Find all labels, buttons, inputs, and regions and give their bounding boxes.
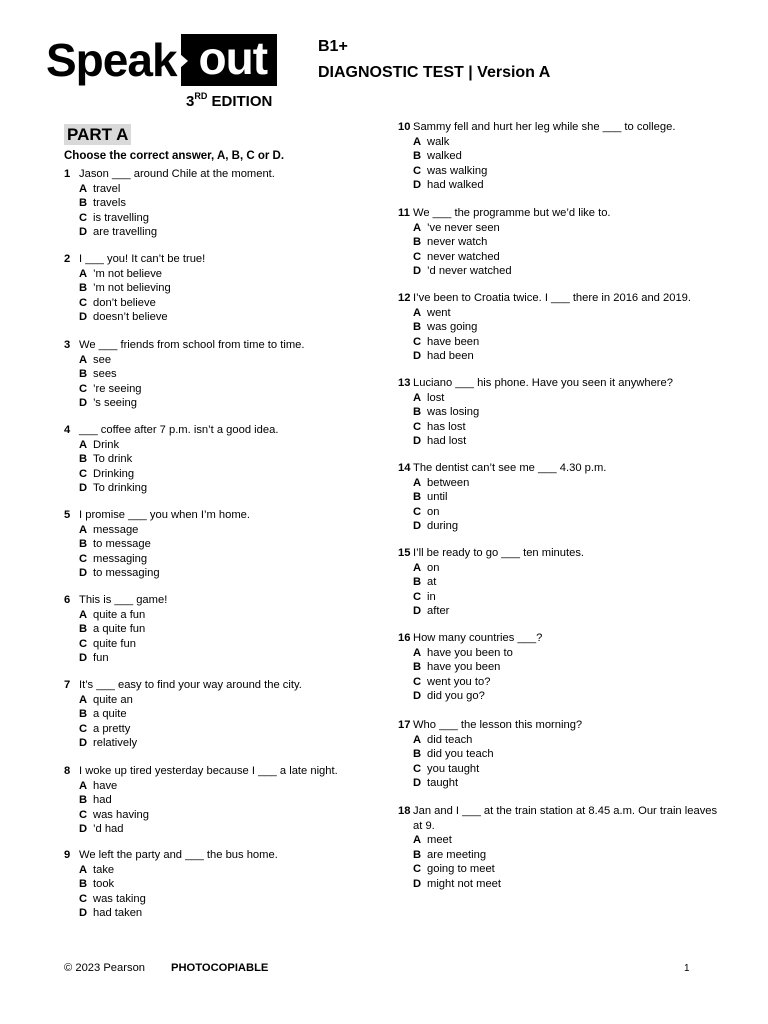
question-item: [64, 508, 364, 581]
option-text: is travelling: [93, 211, 149, 224]
option-letter: A: [413, 306, 422, 319]
option-text: messaging: [93, 552, 148, 565]
logo-speak-text: Speak: [46, 34, 177, 86]
option-letter: A: [413, 646, 422, 659]
option-letter: D: [79, 482, 88, 495]
answer-option: [79, 367, 364, 382]
option-letter: D: [79, 567, 88, 580]
option-letter: D: [79, 226, 88, 239]
answer-option: [79, 906, 364, 921]
option-letter: B: [413, 406, 422, 419]
answer-option: [79, 310, 364, 325]
option-text: had: [93, 794, 112, 807]
option-text: did teach: [427, 733, 473, 746]
option-text: quite fun: [93, 637, 136, 650]
question-number: 12: [398, 292, 411, 304]
part-title: PART A: [64, 124, 131, 145]
option-text: ’m not believing: [93, 282, 171, 295]
option-letter: A: [413, 391, 422, 404]
question-stem: Sammy fell and hurt her leg while she ___ to college.: [413, 121, 676, 133]
question-stem: How many countries ___?: [413, 632, 543, 644]
question-item: [64, 593, 364, 666]
test-title: DIAGNOSTIC TEST | Version A: [318, 64, 551, 81]
option-text: after: [427, 605, 450, 618]
question-item: [64, 848, 364, 921]
answer-option: [413, 848, 728, 863]
answer-option: [79, 296, 364, 311]
question-item: [398, 631, 728, 704]
option-text: ’re seeing: [93, 382, 142, 395]
answer-option: [413, 561, 728, 576]
question-item: [64, 252, 364, 325]
option-text: travel: [93, 182, 121, 195]
test-level: B1+: [318, 38, 348, 55]
option-text: Drinking: [93, 467, 135, 480]
option-text: walked: [427, 150, 462, 163]
option-text: take: [93, 863, 115, 876]
answer-option: [413, 646, 728, 661]
question-item: [64, 423, 364, 496]
option-letter: A: [413, 135, 422, 148]
option-text: never watch: [427, 236, 488, 249]
option-text: a quite: [93, 708, 127, 721]
question-stem: ___ coffee after 7 p.m. isn’t a good idea.: [79, 424, 279, 436]
answer-option: [413, 476, 728, 491]
option-text: had lost: [427, 435, 467, 448]
option-text: quite an: [93, 693, 133, 706]
option-letter: A: [79, 438, 88, 451]
option-letter: D: [79, 652, 88, 665]
option-letter: C: [79, 211, 88, 224]
option-text: ’m not believe: [93, 267, 163, 280]
question-stem: Jan and I ___ at the train station at 8.45 a.m. Our train leaves at 9.: [413, 805, 718, 832]
question-stem: I’ll be ready to go ___ ten minutes.: [413, 547, 585, 559]
option-text: travels: [93, 197, 126, 210]
answer-option: [79, 793, 364, 808]
option-text: was losing: [427, 406, 480, 419]
answer-option: [413, 335, 728, 350]
answer-option: [413, 420, 728, 435]
answer-option: [413, 405, 728, 420]
option-letter: C: [413, 420, 422, 433]
question-item: [398, 804, 728, 892]
option-letter: D: [413, 265, 422, 278]
option-text: quite a fun: [93, 608, 146, 621]
option-text: you taught: [427, 762, 480, 775]
question-number: 3: [64, 339, 71, 351]
question-stem: This is ___ game!: [79, 594, 168, 606]
question-stem: The dentist can’t see me ___ 4.30 p.m.: [413, 462, 607, 474]
option-letter: B: [79, 368, 88, 381]
option-letter: B: [79, 453, 88, 466]
option-letter: D: [413, 777, 422, 790]
option-letter: D: [79, 737, 88, 750]
option-letter: C: [413, 250, 422, 263]
answer-option: [79, 736, 364, 751]
option-letter: B: [79, 708, 88, 721]
option-text: have been: [427, 335, 480, 348]
question-item: [398, 120, 728, 193]
answer-option: [413, 733, 728, 748]
answer-option: [79, 281, 364, 296]
option-text: took: [93, 878, 115, 891]
question-number: 16: [398, 632, 411, 644]
option-letter: B: [413, 321, 422, 334]
option-text: relatively: [93, 737, 138, 750]
option-letter: C: [413, 164, 422, 177]
question-stem: I promise ___ you when I’m home.: [79, 509, 251, 521]
answer-option: [413, 349, 728, 364]
question-number: 13: [398, 377, 411, 389]
option-text: had been: [427, 350, 474, 363]
option-text: ’d never watched: [427, 265, 512, 278]
answer-option: [413, 306, 728, 321]
question-number: 7: [64, 679, 71, 691]
answer-option: [79, 396, 364, 411]
question-number: 9: [64, 849, 71, 861]
option-letter: B: [79, 878, 88, 891]
option-text: walk: [427, 135, 450, 148]
question-item: [64, 764, 364, 837]
answer-option: [79, 353, 364, 368]
option-letter: A: [79, 523, 88, 536]
answer-option: [79, 808, 364, 823]
answer-option: [79, 552, 364, 567]
option-text: was going: [427, 321, 478, 334]
question-number: 4: [64, 424, 71, 436]
option-letter: D: [413, 605, 422, 618]
option-text: taught: [427, 777, 459, 790]
answer-option: [413, 505, 728, 520]
option-letter: B: [413, 236, 422, 249]
option-text: see: [93, 353, 112, 366]
option-letter: C: [413, 590, 422, 603]
option-letter: D: [413, 877, 422, 890]
option-text: sees: [93, 368, 117, 381]
answer-option: [79, 211, 364, 226]
footer-copyright: © 2023 Pearson: [64, 962, 146, 974]
answer-option: [79, 225, 364, 240]
question-stem: It’s ___ easy to find your way around the city.: [79, 679, 302, 691]
option-letter: C: [79, 552, 88, 565]
answer-option: [79, 196, 364, 211]
answer-option: [413, 689, 728, 704]
answer-option: [413, 833, 728, 848]
answer-option: [79, 182, 364, 197]
answer-option: [413, 264, 728, 279]
answer-option: [79, 693, 364, 708]
option-letter: D: [79, 311, 88, 324]
answer-option: [413, 575, 728, 590]
option-text: might not meet: [427, 877, 501, 890]
question-stem: I ___ you! It can’t be true!: [79, 253, 206, 265]
option-letter: D: [413, 350, 422, 363]
option-text: went you to?: [427, 675, 491, 688]
answer-option: [413, 590, 728, 605]
question-number: 5: [64, 509, 71, 521]
question-stem: We ___ the programme but we’d like to.: [413, 207, 611, 219]
option-text: on: [427, 505, 440, 518]
option-letter: D: [413, 520, 422, 533]
answer-option: [79, 452, 364, 467]
answer-option: [79, 651, 364, 666]
option-text: at: [427, 576, 437, 589]
option-text: had taken: [93, 907, 143, 920]
option-letter: D: [79, 823, 88, 836]
option-letter: A: [413, 834, 422, 847]
answer-option: [413, 776, 728, 791]
option-text: lost: [427, 391, 445, 404]
option-letter: A: [413, 733, 422, 746]
option-letter: D: [413, 435, 422, 448]
option-letter: B: [413, 748, 422, 761]
question-item: [398, 546, 728, 619]
answer-option: [79, 892, 364, 907]
answer-option: [79, 267, 364, 282]
option-letter: A: [413, 221, 422, 234]
option-text: between: [427, 476, 470, 489]
answer-option: [413, 149, 728, 164]
option-letter: C: [413, 335, 422, 348]
question-number: 14: [398, 462, 411, 474]
question-item: [64, 167, 364, 240]
option-letter: A: [79, 863, 88, 876]
question-number: 1: [64, 168, 71, 180]
option-text: to messaging: [93, 567, 160, 580]
option-letter: A: [79, 267, 88, 280]
question-stem: We ___ friends from school from time to time.: [79, 339, 305, 351]
answer-option: [79, 467, 364, 482]
speakout-logo: [46, 32, 277, 110]
option-letter: A: [79, 779, 88, 792]
page-number: 1: [684, 963, 690, 974]
option-text: during: [427, 520, 459, 533]
option-text: going to meet: [427, 863, 495, 876]
option-letter: B: [79, 538, 88, 551]
footer-photocopiable: PHOTOCOPIABLE: [171, 962, 269, 974]
option-letter: A: [413, 476, 422, 489]
question-number: 8: [64, 765, 71, 777]
option-letter: B: [79, 282, 88, 295]
answer-option: [79, 523, 364, 538]
option-text: has lost: [427, 420, 466, 433]
answer-option: [79, 608, 364, 623]
option-text: was having: [93, 808, 149, 821]
answer-option: [79, 877, 364, 892]
option-text: meet: [427, 834, 452, 847]
option-text: was walking: [427, 164, 488, 177]
option-letter: D: [79, 397, 88, 410]
answer-option: [413, 250, 728, 265]
answer-option: [79, 382, 364, 397]
question-item: [398, 206, 728, 279]
option-letter: D: [413, 179, 422, 192]
question-stem: Luciano ___ his phone. Have you seen it anywhere?: [413, 377, 673, 389]
option-text: a pretty: [93, 722, 131, 735]
answer-option: [413, 320, 728, 335]
option-letter: C: [79, 296, 88, 309]
option-text: a quite fun: [93, 623, 146, 636]
question-stem: I’ve been to Croatia twice. I ___ there in 2016 and 2019.: [413, 292, 692, 304]
option-text: on: [427, 561, 440, 574]
option-text: in: [427, 590, 436, 603]
option-letter: B: [413, 661, 422, 674]
question-number: 18: [398, 805, 411, 817]
answer-option: [413, 391, 728, 406]
option-text: have: [93, 779, 118, 792]
answer-option: [79, 622, 364, 637]
answer-option: [413, 675, 728, 690]
option-letter: A: [79, 182, 88, 195]
question-stem: I woke up tired yesterday because I ___ a late night.: [79, 765, 338, 777]
answer-option: [79, 863, 364, 878]
answer-option: [79, 438, 364, 453]
option-text: went: [427, 306, 451, 319]
question-number: 17: [398, 719, 411, 731]
option-letter: A: [79, 608, 88, 621]
answer-option: [79, 537, 364, 552]
answer-option: [413, 135, 728, 150]
answer-option: [413, 877, 728, 892]
option-text: are travelling: [93, 226, 158, 239]
question-item: [398, 291, 728, 364]
question-number: 6: [64, 594, 71, 606]
answer-option: [413, 235, 728, 250]
answer-option: [413, 604, 728, 619]
logo-out-box: out: [181, 34, 278, 86]
option-letter: B: [413, 150, 422, 163]
option-text: had walked: [427, 179, 484, 192]
option-letter: C: [413, 762, 422, 775]
option-text: ’d had: [93, 823, 124, 836]
answer-option: [413, 747, 728, 762]
option-text: have you been: [427, 661, 501, 674]
question-number: 11: [398, 207, 410, 219]
question-item: [398, 376, 728, 449]
question-number: 10: [398, 121, 411, 133]
answer-option: [79, 822, 364, 837]
option-letter: C: [413, 675, 422, 688]
option-letter: C: [413, 505, 422, 518]
question-item: [398, 461, 728, 534]
option-text: ’s seeing: [93, 397, 137, 410]
option-letter: A: [79, 693, 88, 706]
question-number: 2: [64, 253, 71, 265]
answer-option: [79, 722, 364, 737]
answer-option: [79, 637, 364, 652]
answer-option: [413, 862, 728, 877]
option-letter: B: [79, 623, 88, 636]
option-text: Drink: [93, 438, 120, 451]
option-text: are meeting: [427, 848, 487, 861]
option-letter: B: [79, 197, 88, 210]
option-text: don’t believe: [93, 296, 156, 309]
option-letter: C: [413, 863, 422, 876]
option-text: did you go?: [427, 690, 485, 703]
question-item: [64, 338, 364, 411]
option-letter: D: [413, 690, 422, 703]
option-letter: A: [79, 353, 88, 366]
answer-option: [413, 519, 728, 534]
answer-option: [413, 490, 728, 505]
answer-option: [79, 481, 364, 496]
option-letter: C: [79, 892, 88, 905]
option-letter: C: [79, 808, 88, 821]
answer-option: [413, 178, 728, 193]
option-letter: C: [79, 382, 88, 395]
option-letter: B: [413, 848, 422, 861]
option-letter: A: [413, 561, 422, 574]
question-item: [64, 678, 364, 751]
instruction: Choose the correct answer, A, B, C or D.: [64, 150, 285, 162]
option-letter: B: [413, 491, 422, 504]
option-text: have you been to: [427, 646, 513, 659]
option-text: never watched: [427, 250, 500, 263]
option-text: To drink: [93, 453, 133, 466]
answer-option: [79, 707, 364, 722]
option-text: message: [93, 523, 139, 536]
question-item: [398, 718, 728, 791]
question-stem: Who ___ the lesson this morning?: [413, 719, 583, 731]
option-text: was taking: [93, 892, 146, 905]
logo-edition: 3RD EDITION: [186, 91, 273, 110]
answer-option: [413, 164, 728, 179]
option-text: did you teach: [427, 748, 494, 761]
option-letter: B: [413, 576, 422, 589]
question-stem: We left the party and ___ the bus home.: [79, 849, 278, 861]
option-text: to message: [93, 538, 151, 551]
option-text: To drinking: [93, 482, 148, 495]
option-letter: C: [79, 637, 88, 650]
option-letter: D: [79, 907, 88, 920]
option-letter: C: [79, 467, 88, 480]
option-text: until: [427, 491, 448, 504]
answer-option: [413, 660, 728, 675]
answer-option: [413, 762, 728, 777]
question-stem: Jason ___ around Chile at the moment.: [79, 168, 275, 180]
question-number: 15: [398, 547, 411, 559]
answer-option: [79, 566, 364, 581]
option-text: doesn’t believe: [93, 311, 168, 324]
answer-option: [413, 221, 728, 236]
answer-option: [79, 779, 364, 794]
option-letter: C: [79, 722, 88, 735]
option-text: fun: [93, 652, 109, 665]
option-text: ’ve never seen: [427, 221, 500, 234]
answer-option: [413, 434, 728, 449]
option-letter: B: [79, 794, 88, 807]
